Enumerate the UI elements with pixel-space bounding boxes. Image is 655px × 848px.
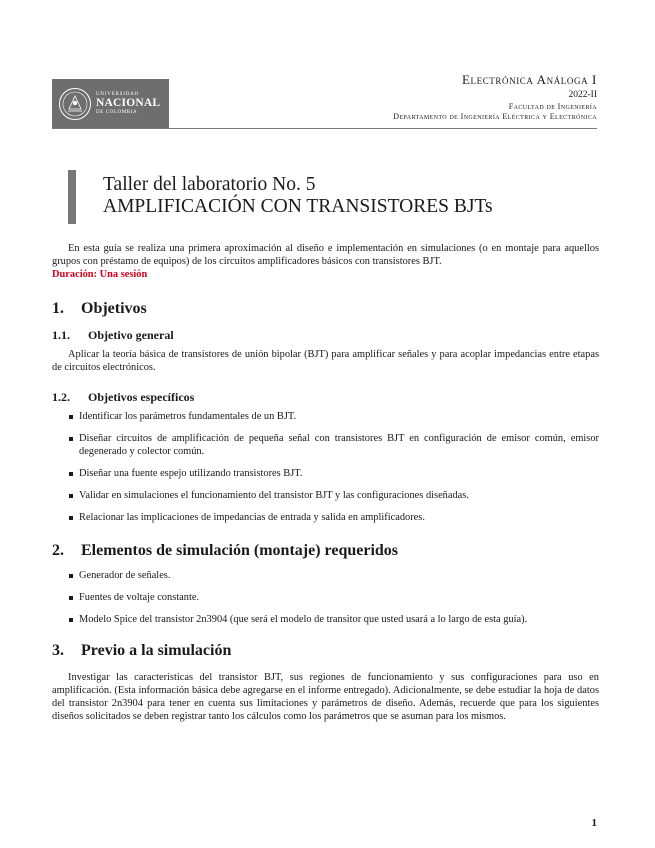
subsection-number: 1.1.	[52, 328, 70, 342]
general-objective	[52, 348, 599, 374]
title-accent-bar	[68, 170, 76, 224]
title-line-1: Taller del laboratorio No. 5	[103, 174, 316, 195]
title-line-2: AMPLIFICACIÓN CON TRANSISTORES BJTs	[103, 196, 493, 217]
faculty: Facultad de Ingeniería	[508, 102, 597, 111]
header-rule	[52, 128, 597, 129]
list-item: Diseñar circuitos de amplificación de pequeña señal con transistores BJT en configuración de emisor común, emisor degenerado y colector común.	[68, 432, 599, 458]
list-item: Fuentes de voltaje constante.	[68, 591, 599, 604]
section-number: 1.	[52, 300, 64, 317]
logo-line-1: UNIVERSIDAD	[96, 91, 139, 97]
section-number: 2.	[52, 542, 64, 559]
section-2-heading	[52, 542, 398, 560]
university-seal-icon	[58, 87, 92, 121]
pre-simulation-text: Investigar las características del transistor BJT, sus regiones de funcionamiento y sus configuraciones para uso en amplificación. (Esta información básica debe agregarse en el informe entregado). Adicionalmente, se debe estudiar la hoja de datos del transistor 2n3904 para tener en cuenta sus limitaciones y parámetros de diseño. Además, recuerde que para los siguientes diseños solicitados se deben registrar tanto los cálculos como los parámetros que se asuman para los mismos.	[52, 672, 599, 722]
list-item: Validar en simulaciones el funcionamiento del transistor BJT y las configuraciones diseñadas.	[68, 489, 599, 502]
list-item: Relacionar las implicaciones de impedancias de entrada y salida en amplificadores.	[68, 511, 599, 524]
page-number: 1	[591, 817, 597, 829]
list-item: Modelo Spice del transistor 2n3904 (que será el modelo de transitor que usted usará a lo largo de esta guía).	[68, 613, 599, 626]
specific-objectives-list	[68, 410, 599, 524]
intro	[52, 242, 599, 281]
logo-line-3: DE COLOMBIA	[96, 110, 138, 116]
page-header	[393, 72, 597, 121]
course-name: Electrónica Análoga I	[461, 72, 597, 87]
section-3-heading	[52, 642, 231, 660]
section-number: 3.	[52, 642, 64, 659]
subsection-1-1-heading	[52, 328, 174, 343]
list-item: Generador de señales.	[68, 569, 599, 582]
term: 2022-II	[568, 90, 597, 100]
section-title: Elementos de simulación (montaje) requeridos	[81, 542, 399, 559]
pre-simulation	[52, 671, 599, 723]
general-objective-text: Aplicar la teoría básica de transistores de unión bipolar (BJT) para amplificar señales y para acoplar impedancias entre etapas de circuitos electrónicos.	[52, 349, 599, 373]
section-title: Objetivos	[81, 300, 147, 317]
subsection-number: 1.2.	[52, 390, 70, 404]
intro-paragraph: En esta guía se realiza una primera aproximación al diseño e implementación en simulaciones (o en montaje para aquellos grupos con préstamo de equipos) de los circuitos amplificadores básicos con transistores BJT.	[52, 243, 599, 267]
logo-line-2: NACIONAL	[96, 96, 161, 109]
subsection-title: Objetivo general	[88, 328, 174, 342]
duration-note: Duración: Una sesión	[52, 269, 148, 280]
list-item: Identificar los parámetros fundamentales de un BJT.	[68, 410, 599, 423]
list-item: Diseñar una fuente espejo utilizando transistores BJT.	[68, 467, 599, 480]
subsection-title: Objetivos específicos	[88, 390, 195, 404]
required-elements-list	[68, 569, 599, 626]
document-title	[103, 174, 493, 218]
university-logo	[52, 79, 169, 128]
subsection-1-2-heading	[52, 390, 194, 405]
section-title: Previo a la simulación	[81, 642, 232, 659]
department: Departamento de Ingeniería Eléctrica y Electrónica	[393, 112, 597, 121]
section-1-heading	[52, 300, 147, 318]
